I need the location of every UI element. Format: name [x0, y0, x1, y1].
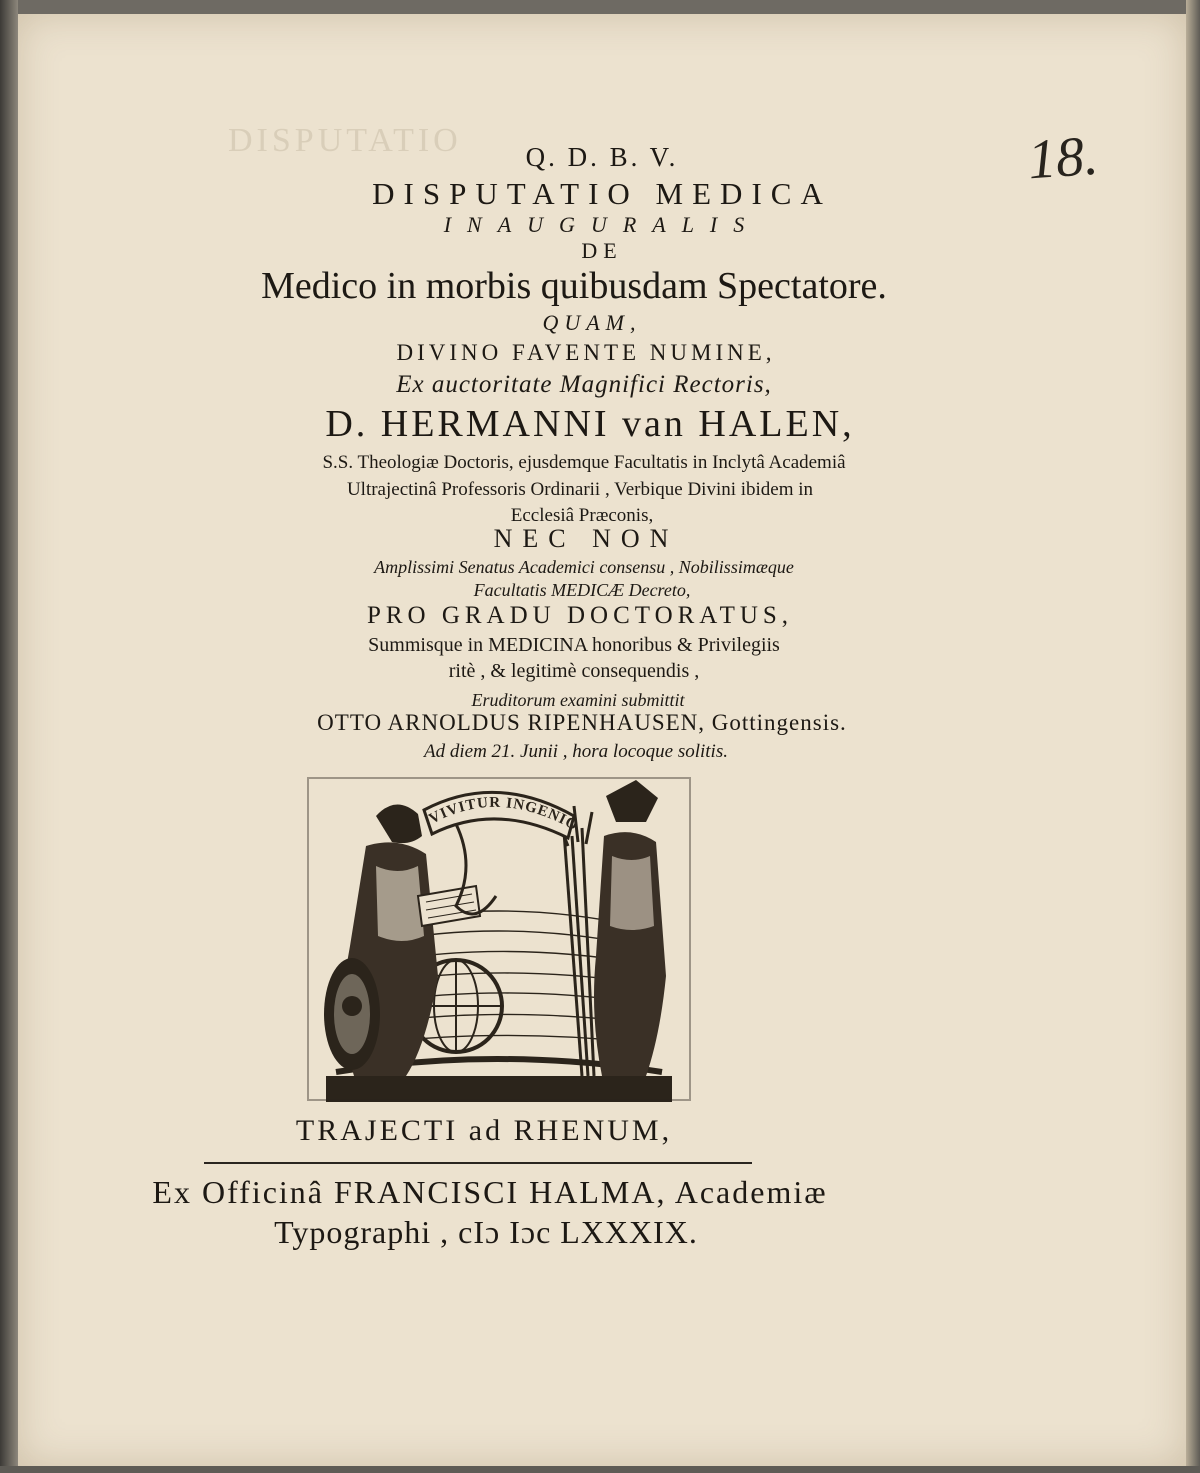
inauguralis-heading: INAUGURALIS — [443, 212, 761, 237]
candidate-name: OTTO ARNOLDUS RIPENHAUSEN, Gottingensis. — [317, 710, 847, 735]
imprint-date: Typographi , cIɔ Iɔc LXXXIX. — [274, 1214, 698, 1250]
handwritten-number: 18. — [1025, 124, 1101, 192]
show-through: DISPUTATIO — [228, 122, 462, 159]
rector-name: D. HERMANNI van HALEN, — [325, 403, 855, 445]
examini-line: Eruditorum examini submittit — [471, 690, 685, 710]
rector-title-line-3: Ecclesiâ Præconis, — [510, 505, 654, 526]
nec-non-line: NEC NON — [493, 524, 679, 553]
pro-gradu-line: PRO GRADU DOCTORATUS, — [366, 602, 794, 629]
quam-line: QUAM, — [542, 310, 642, 335]
senatus-line: Amplissimi Senatus Academici consensu , Nobilissimæque — [374, 557, 794, 577]
imprint-rule — [204, 1162, 752, 1164]
title-page — [18, 14, 1186, 1466]
facultatis-line: Facultatis MEDICÆ Decreto, — [473, 580, 691, 600]
page-bottom-edge — [0, 1466, 1200, 1473]
auctoritate-line: Ex auctoritate Magnifici Rectoris, — [396, 371, 772, 398]
disputatio-heading: DISPUTATIO MEDICA — [372, 176, 832, 211]
dissertation-title: Medico in morbis quibusdam Spectatore. — [261, 265, 887, 307]
page-edge — [1186, 0, 1200, 1473]
printer-device-woodcut — [306, 776, 692, 1102]
rector-title-line-2: Ultrajectinâ Professoris Ordinarii , Verbique Divini ibidem in — [346, 479, 814, 500]
divino-line: DIVINO FAVENTE NUMINE, — [396, 340, 776, 365]
date-line: Ad diem 21. Junii , hora locoque solitis. — [424, 741, 728, 762]
consequendis-line: ritè , & legitimè consequendis , — [448, 660, 700, 682]
imprint-place: TRAJECTI ad RHENUM, — [295, 1114, 673, 1147]
book-spine — [0, 0, 18, 1473]
device-motto: VIVITUR INGENIO — [426, 794, 581, 835]
honoribus-line: Summisque in MEDICINA honoribus & Privilegiis — [368, 634, 780, 656]
imprint-printer: Ex Officinâ FRANCISCI HALMA, Academiæ — [152, 1174, 828, 1210]
de-line: DE — [581, 238, 623, 263]
rector-title-line-1: S.S. Theologiæ Doctoris, ejusdemque Facultatis in Inclytâ Academiâ — [322, 452, 846, 473]
qdbv-line: Q. D. B. V. — [525, 142, 679, 172]
